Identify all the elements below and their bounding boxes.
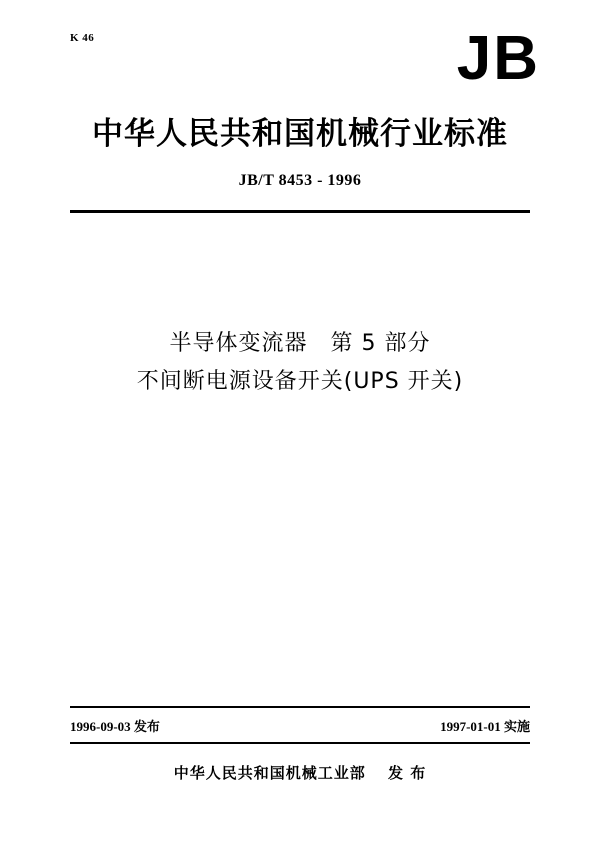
issue-date: 1996-09-03 发布	[70, 719, 160, 734]
subject-line-2: 不间断电源设备开关(UPS 开关)	[136, 369, 464, 394]
publisher: 中华人民共和国机械工业部 发 布	[173, 764, 427, 782]
effective-date: 1997-01-01 实施	[440, 719, 530, 734]
subject-line-1: 半导体变流器 第 5 部分	[169, 331, 431, 356]
footer-divider-bottom	[70, 742, 530, 744]
jb-logo: JB	[456, 24, 540, 93]
footer-divider-top	[70, 706, 530, 708]
standard-title: 中华人民共和国机械行业标准	[92, 116, 508, 152]
subject-block	[0, 325, 600, 401]
header-divider	[70, 210, 530, 213]
classification-code: K 46	[70, 32, 95, 44]
standard-number: JB/T 8453 - 1996	[238, 172, 362, 189]
